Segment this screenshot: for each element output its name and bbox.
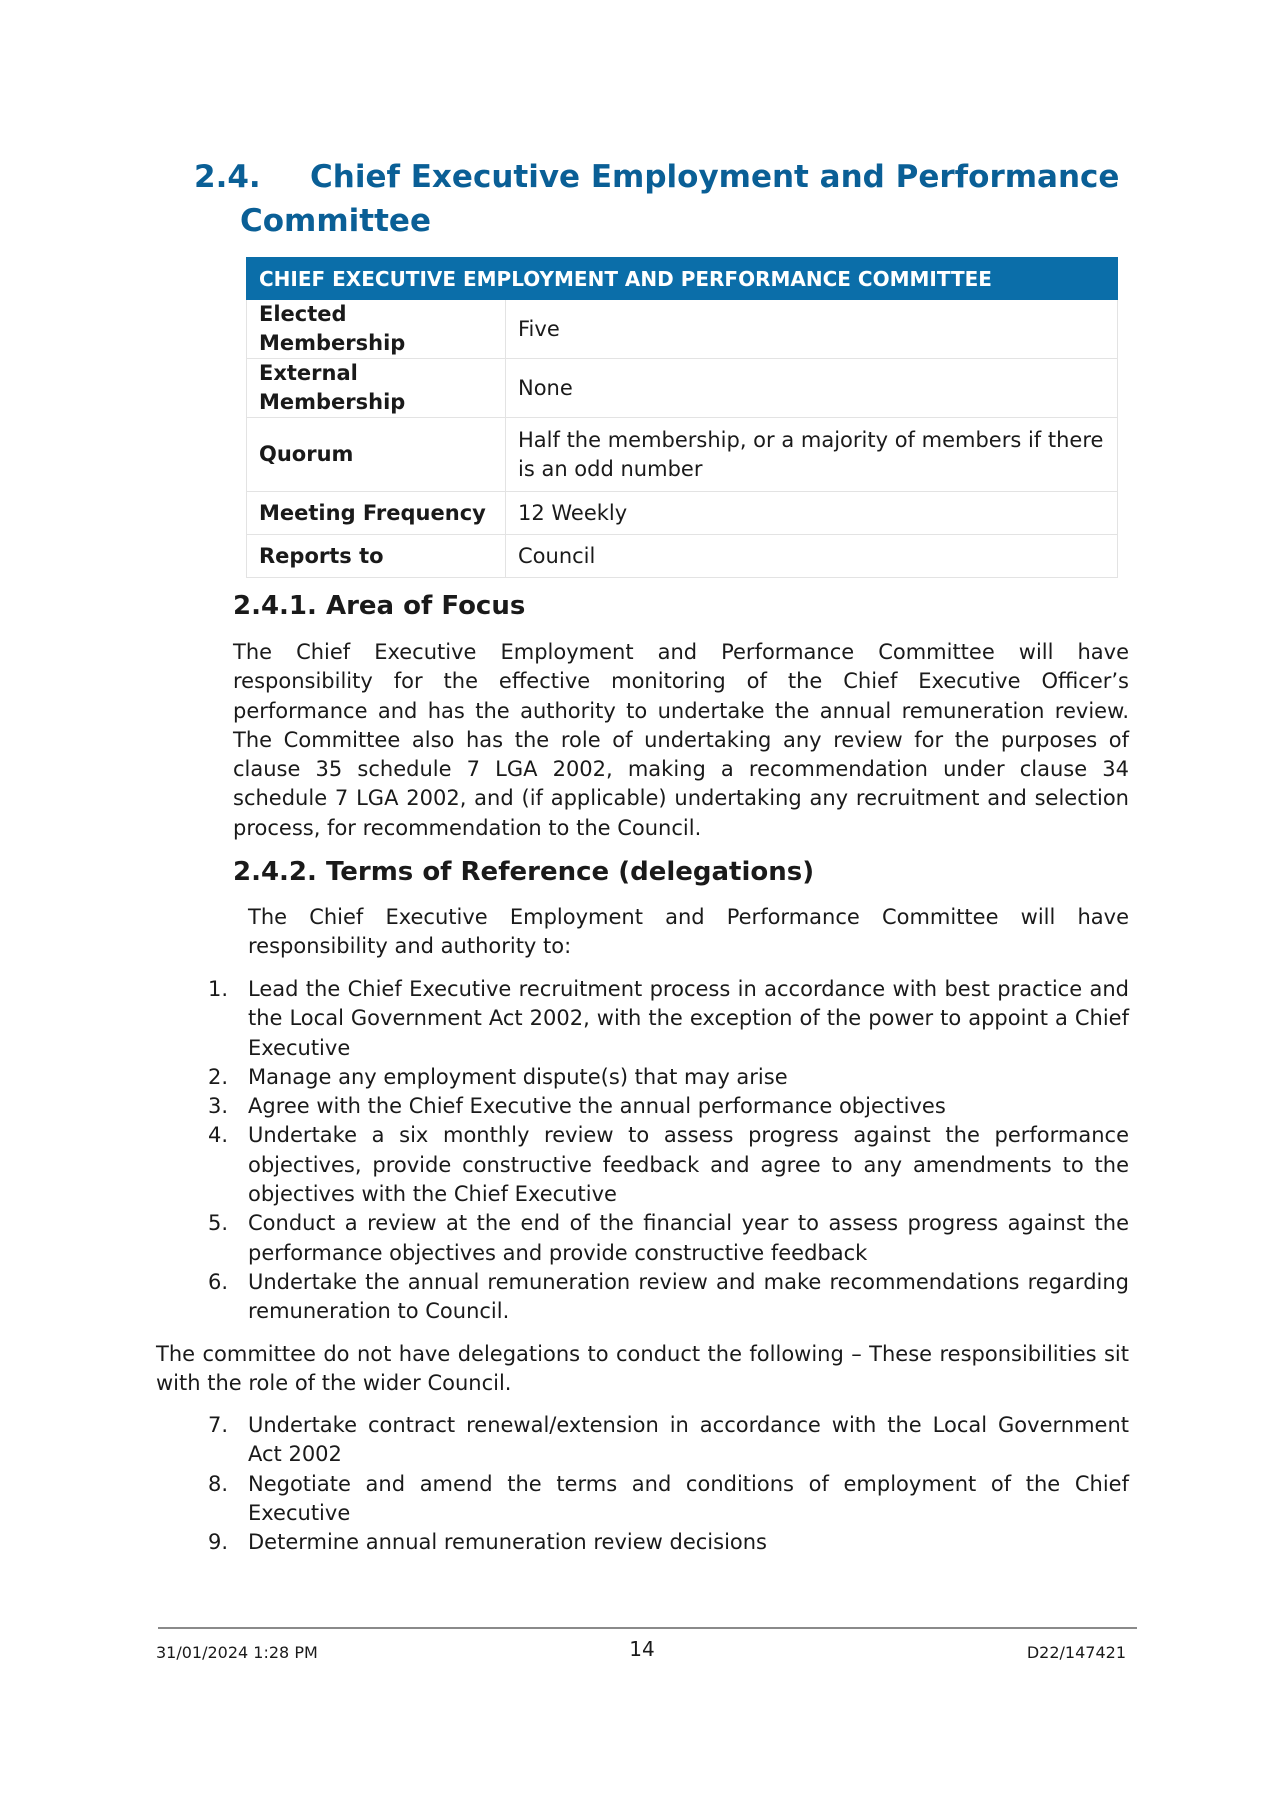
list-item-number: 5. xyxy=(208,1211,229,1236)
list-item xyxy=(208,1528,1129,1557)
delegations-list xyxy=(208,975,1129,1327)
terms-of-reference-heading: 2.4.2. Terms of Reference (delegations) xyxy=(233,857,815,887)
row-label: Meeting Frequency xyxy=(247,492,506,535)
table-row xyxy=(247,535,1118,578)
list-item xyxy=(208,1063,1129,1092)
footer-datetime: 31/01/2024 1:28 PM xyxy=(156,1643,318,1662)
list-item-text: Undertake a six monthly review to assess progress against the performance objectives, provide constructive feedback and agree to any amendments to the objectives with the Chief Executive xyxy=(248,1123,1129,1207)
row-value: Council xyxy=(506,535,1118,578)
committee-table-header: CHIEF EXECUTIVE EMPLOYMENT AND PERFORMANCE COMMITTEE xyxy=(247,258,1118,300)
list-item xyxy=(208,1470,1129,1529)
list-item-number: 7. xyxy=(208,1413,229,1437)
list-item-number: 2. xyxy=(208,1064,229,1089)
row-value: None xyxy=(506,359,1118,418)
list-item xyxy=(208,1268,1129,1327)
list-item xyxy=(208,1092,1129,1121)
table-row xyxy=(247,418,1118,492)
table-row xyxy=(247,300,1118,359)
footer-doc-ref: D22/147421 xyxy=(1026,1643,1126,1662)
table-row xyxy=(247,492,1118,535)
area-of-focus-paragraph: The Chief Executive Employment and Performance Committee will have responsibility for the effective monitoring of the Chief Executive Officer’s performance and has the authority to undertake the annual remuneration review. The Committee also has the role of undertaking any review for the purposes of clause 35 schedule 7 LGA 2002, making a recommendation under clause 34 schedule 7 LGA 2002, and (if applicable) undertaking any recruitment and selection process, for recommendation to the Council. xyxy=(233,640,1129,840)
list-item xyxy=(208,975,1129,1063)
list-item-text: Determine annual remuneration review decisions xyxy=(248,1530,768,1555)
table-row xyxy=(247,359,1118,418)
footer-divider xyxy=(158,1627,1137,1629)
section-title-line1: Chief Executive Employment and Performance xyxy=(310,159,1120,195)
row-label: Reports to xyxy=(247,535,506,578)
row-value: 12 Weekly xyxy=(506,492,1118,535)
row-value: Half the membership, or a majority of members if there is an odd number xyxy=(506,418,1118,492)
list-item-number: 8. xyxy=(208,1471,229,1496)
section-number: 2.4. xyxy=(194,159,261,195)
list-item-number: 9. xyxy=(208,1530,229,1555)
list-item-text: Negotiate and amend the terms and conditions of employment of the Chief Executive xyxy=(248,1471,1129,1525)
row-label: External Membership xyxy=(247,359,506,418)
list-item-number: 4. xyxy=(208,1123,229,1148)
list-item-text: Lead the Chief Executive recruitment process in accordance with best practice and the Local Government Act 2002, with the exception of the power to appoint a Chief Executive xyxy=(248,977,1129,1060)
list-item-text: Conduct a review at the end of the financial year to assess progress against the performance objectives and provide constructive feedback xyxy=(248,1211,1129,1265)
row-label: Elected Membership xyxy=(247,300,506,359)
footer-page-number: 14 xyxy=(629,1637,655,1661)
list-item-number: 1. xyxy=(208,977,229,1001)
row-label: Quorum xyxy=(247,418,506,492)
non-delegated-list xyxy=(208,1411,1129,1557)
list-item-text: Manage any employment dispute(s) that may arise xyxy=(248,1064,788,1089)
committee-table xyxy=(246,257,1118,578)
list-item-number: 3. xyxy=(208,1094,229,1119)
list-item-text: Agree with the Chief Executive the annual performance objectives xyxy=(248,1094,946,1119)
non-delegated-intro-paragraph: The committee do not have delegations to conduct the following – These responsibilities sit with the role of the wider Council. xyxy=(156,1342,1129,1396)
area-of-focus-heading: 2.4.1. Area of Focus xyxy=(233,591,526,621)
section-title-line2: Committee xyxy=(240,203,431,239)
list-item xyxy=(208,1121,1129,1209)
list-item xyxy=(208,1209,1129,1268)
list-item-text: Undertake the annual remuneration review and make recommendations regarding remuneration to Council. xyxy=(248,1269,1129,1324)
terms-intro-paragraph: The Chief Executive Employment and Performance Committee will have responsibility and authority to: xyxy=(248,905,1129,959)
row-value: Five xyxy=(506,300,1118,359)
list-item-number: 6. xyxy=(208,1269,229,1294)
section-heading xyxy=(194,155,1134,243)
list-item-text: Undertake contract renewal/extension in accordance with the Local Government Act 2002 xyxy=(248,1413,1129,1467)
list-item xyxy=(208,1411,1129,1470)
